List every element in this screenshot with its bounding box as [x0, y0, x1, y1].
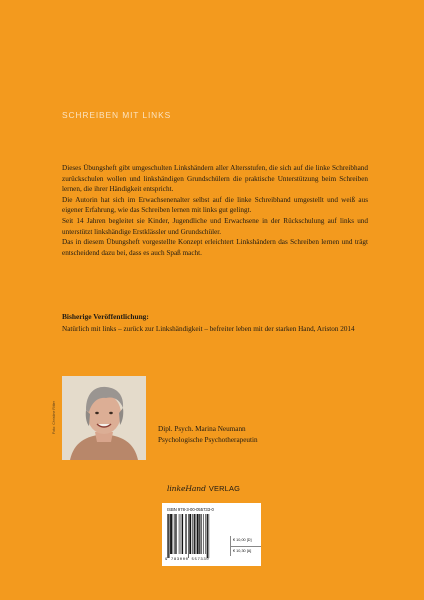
author-portrait-illustration	[62, 376, 146, 460]
description-paragraph-1: Dieses Übungsheft gibt umgeschulten Linkshändern aller Altersstufen, die sich auf die linke Schreibhand zurückschulen wollen und linkshändigen Grundschülern die praktische Unterstützung beim Schreiben lernen, die ihrer Händigkeit entspricht.	[62, 164, 368, 194]
barcode-bar	[209, 514, 210, 558]
barcode-bar	[181, 514, 182, 554]
publisher-logo	[167, 484, 240, 493]
barcode-bar	[201, 514, 202, 554]
barcode-bar	[170, 514, 172, 554]
barcode-bar	[173, 514, 174, 554]
description-paragraph-2: Die Autorin hat sich im Erwachsenenalter selbst auf die linke Schreibhand umgestellt und weiß aus eigener Erfahrung, wie das Schreiben lernen mit links gut gelingt.	[62, 195, 368, 215]
barcode-bar	[167, 514, 168, 558]
description-paragraph-3: Seit 14 Jahren begleitet sie Kinder, Jugendliche und Erwachsene in der Rückschulung auf links und unterstützt linkshändige Erstklässler und Grundschüler.	[62, 216, 368, 236]
barcode-bar	[168, 514, 169, 558]
price-austria: € 10,30 [A]	[233, 548, 252, 553]
barcode-bar	[205, 514, 206, 554]
barcode-bar	[176, 514, 177, 554]
barcode-area	[162, 503, 261, 566]
barcode-bar	[192, 514, 193, 554]
publications-title: Bisherige Veröffentlichung:	[62, 312, 149, 321]
photo-credit: Foto: Christine Ritter	[52, 401, 56, 434]
section-heading: SCHREIBEN MIT LINKS	[62, 110, 172, 120]
price-box	[230, 536, 261, 556]
description-text	[62, 163, 368, 258]
price-germany: € 10,00 [D]	[231, 536, 261, 547]
barcode	[167, 514, 229, 558]
barcode-bar	[174, 514, 175, 554]
barcode-bar	[203, 514, 204, 554]
author-title: Psychologische Psychotherapeutin	[158, 435, 258, 444]
isbn-label: ISBN 978-3-00-055733-0	[167, 507, 214, 512]
barcode-bar	[179, 514, 180, 554]
barcode-bar	[197, 514, 199, 554]
publications-text: Natürlich mit links – zurück zur Linkshändigkeit – befreiter leben mit der starken Hand, Ariston 2014	[62, 325, 355, 333]
barcode-bar	[182, 514, 183, 554]
barcode-bar	[185, 514, 186, 554]
barcode-bar	[199, 514, 200, 554]
publisher-brand: linkeHand	[167, 484, 206, 493]
barcode-bar	[207, 514, 208, 558]
barcode-bar	[194, 514, 195, 554]
barcode-bar	[196, 514, 197, 554]
barcode-bar	[189, 514, 191, 554]
barcode-digits: 9 783000 557330	[165, 558, 210, 562]
description-paragraph-4: Das in diesem Übungsheft vorgestellte Konzept erleichtert Linkshändern das Schreiben lernen und trägt entscheidend dazu bei, dass es auch Spaß macht.	[62, 238, 368, 257]
author-name: Dipl. Psych. Marina Neumann	[158, 425, 246, 433]
author-info	[158, 424, 258, 445]
publisher-suffix: VERLAG	[208, 484, 241, 493]
author-photo	[62, 376, 146, 460]
barcode-bar	[188, 514, 189, 558]
barcode-bar	[186, 514, 187, 554]
